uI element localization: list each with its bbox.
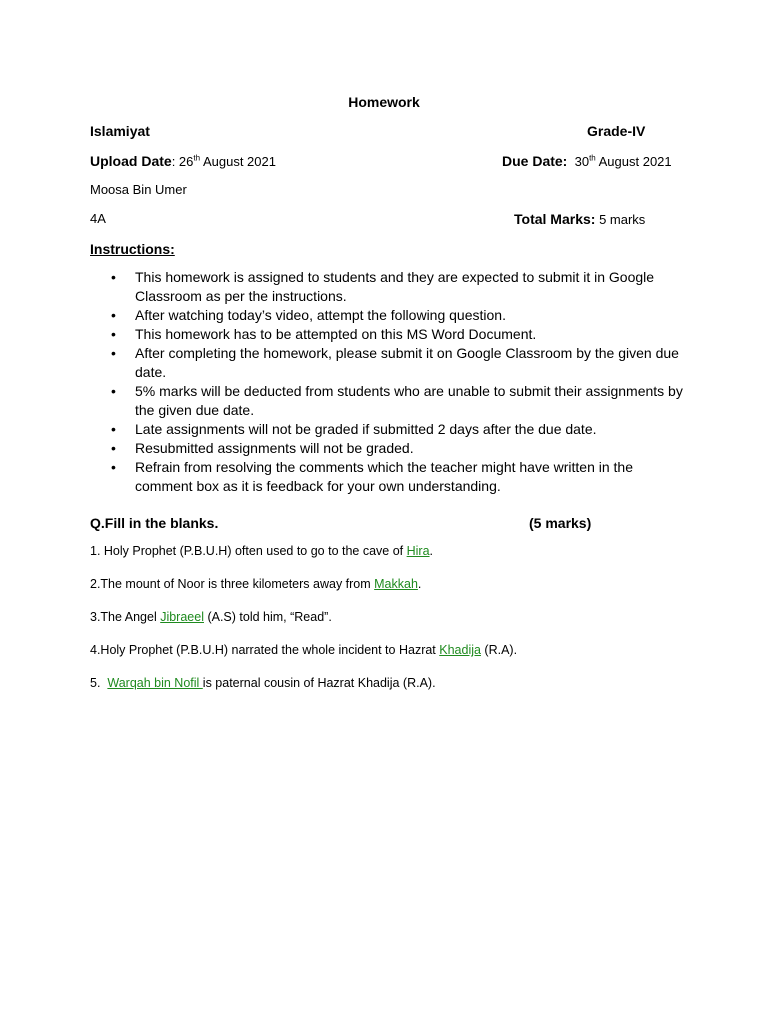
bullet-icon: • <box>111 326 116 342</box>
total-marks <box>514 211 645 227</box>
upload-date-suffix: th <box>193 153 201 163</box>
bullet-icon: • <box>111 383 116 399</box>
bullet-icon: • <box>111 421 116 437</box>
question-item: 1. Holy Prophet (P.B.U.H) often used to go to the cave of Hira. <box>90 544 434 558</box>
total-marks-label: Total Marks: <box>514 211 596 227</box>
list-item: • Refrain from resolving the comments which the teacher might have written in the comment box as it is feedback for your own understanding. <box>111 459 634 494</box>
instructions-heading: Instructions: <box>90 241 175 257</box>
upload-date-day: 26 <box>178 154 194 169</box>
upload-date <box>90 153 276 169</box>
list-item: • After watching today’s video, attempt the following question. <box>111 307 506 323</box>
instructions-list <box>90 268 686 496</box>
upload-date-rest: August 2021 <box>200 154 276 169</box>
list-item: • This homework has to be attempted on this MS Word Document. <box>111 326 537 342</box>
question-item: 3.The Angel Jibraeel (A.S) told him, “Read”. <box>90 610 332 624</box>
question-item: 5. Warqah bin Nofil is paternal cousin of Hazrat Khadija (R.A). <box>90 676 436 690</box>
due-date-day: 30 <box>574 154 590 169</box>
question-item: 2.The mount of Noor is three kilometers away from Makkah. <box>90 577 422 591</box>
bullet-icon: • <box>111 345 116 361</box>
bullet-icon: • <box>111 307 116 323</box>
due-date-label: Due Date: <box>502 153 568 169</box>
question-item: 4.Holy Prophet (P.B.U.H) narrated the whole incident to Hazrat Khadija (R.A). <box>90 643 518 657</box>
list-item: • After completing the homework, please submit it on Google Classroom by the given due date. <box>111 345 679 380</box>
upload-date-colon: : <box>171 154 179 169</box>
total-marks-value: 5 marks <box>599 212 646 227</box>
question-marks: (5 marks) <box>529 515 592 531</box>
section-label: 4A <box>90 211 106 226</box>
answer-text: Jibraeel <box>160 610 204 624</box>
answer-text: Makkah <box>374 577 418 591</box>
bullet-icon: • <box>111 440 116 456</box>
upload-date-label: Upload Date <box>90 153 172 169</box>
page-title: Homework <box>348 94 420 110</box>
subject-label: Islamiyat <box>90 123 150 139</box>
list-item: • Late assignments will not be graded if submitted 2 days after the due date. <box>111 421 597 437</box>
question-heading: Q.Fill in the blanks. <box>90 515 219 531</box>
due-date-suffix: th <box>589 153 596 163</box>
grade-label: Grade-IV <box>587 123 646 139</box>
bullet-icon: • <box>111 459 116 475</box>
answer-text: Khadija <box>439 643 481 657</box>
answer-text: Hira <box>406 544 430 558</box>
list-item: • This homework is assigned to students and they are expected to submit it in Google Classroom as per the instructions. <box>111 269 655 304</box>
list-item: • 5% marks will be deducted from students who are unable to submit their assignments by the given due date. <box>111 383 683 418</box>
bullet-icon: • <box>111 269 116 285</box>
due-date-rest: August 2021 <box>595 154 672 169</box>
student-name: Moosa Bin Umer <box>90 182 187 197</box>
answer-text: Warqah bin Nofil <box>107 676 203 690</box>
list-item: • Resubmitted assignments will not be graded. <box>111 440 414 456</box>
due-date <box>502 153 672 169</box>
